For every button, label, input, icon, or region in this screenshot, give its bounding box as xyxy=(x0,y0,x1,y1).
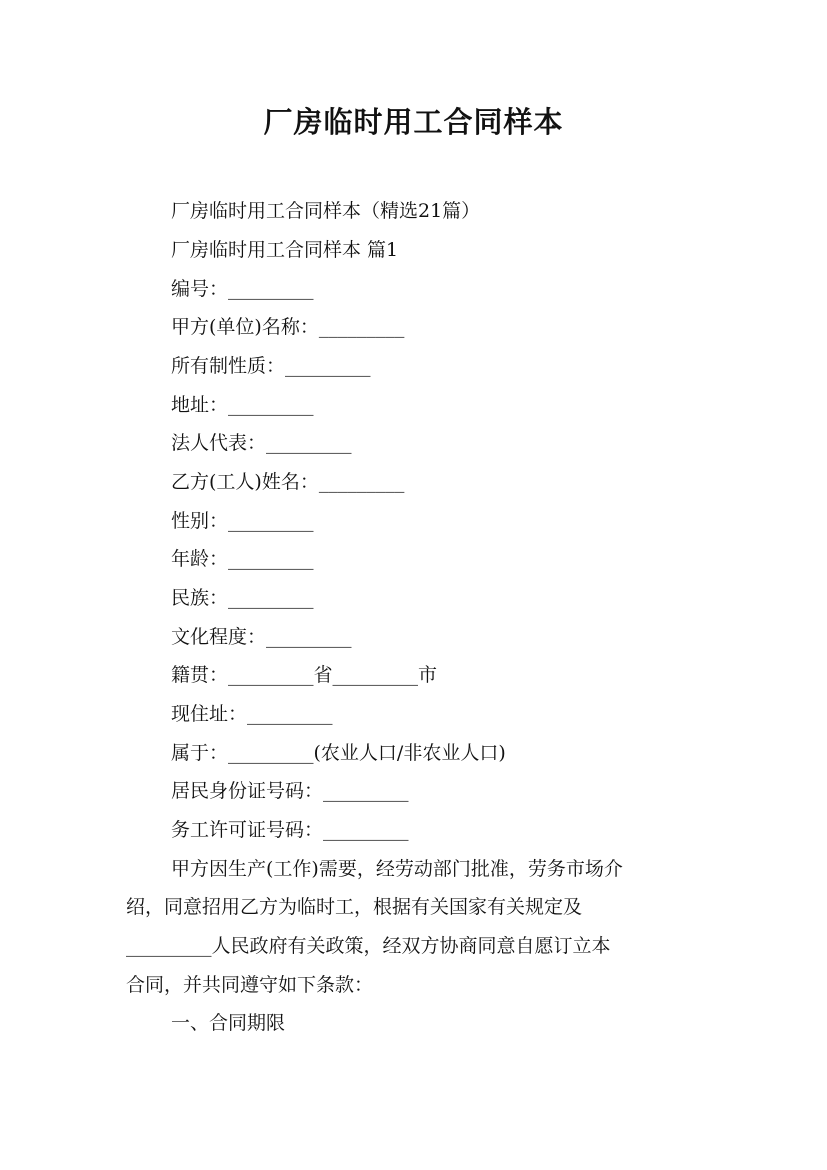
paragraph-line: _________人民政府有关政策，经双方协商同意自愿订立本 xyxy=(126,935,611,957)
field-ownership: 所有制性质：_________ xyxy=(171,355,371,377)
field-current-address: 现住址：_________ xyxy=(171,703,333,725)
field-number: 编号：_________ xyxy=(171,278,314,300)
field-legal-representative: 法人代表：_________ xyxy=(171,432,352,454)
paragraph-line: 合同，并共同遵守如下条款： xyxy=(126,974,374,996)
section-heading: 厂房临时用工合同样本 篇1 xyxy=(171,239,399,261)
field-education: 文化程度：_________ xyxy=(171,626,352,648)
field-work-permit-number: 务工许可证号码：_________ xyxy=(171,819,409,841)
field-gender: 性别：_________ xyxy=(171,510,314,532)
document-subtitle: 厂房临时用工合同样本（精选21篇） xyxy=(171,200,481,222)
field-ethnicity: 民族：_________ xyxy=(171,587,314,609)
field-native-place: 籍贯：_________省_________市 xyxy=(171,664,438,686)
paragraph-line: 绍，同意招用乙方为临时工，根据有关国家有关规定及 xyxy=(126,896,583,918)
paragraph-line: 甲方因生产(工作)需要，经劳动部门批准，劳务市场介 xyxy=(171,858,623,880)
document-title: 厂房临时用工合同样本 xyxy=(263,105,564,139)
field-party-a-name: 甲方(单位)名称：_________ xyxy=(171,316,405,338)
section-contract-term: 一、合同期限 xyxy=(171,1012,286,1034)
field-id-number: 居民身份证号码：_________ xyxy=(171,780,409,802)
field-party-b-name: 乙方(工人)姓名：_________ xyxy=(171,471,405,493)
field-age: 年龄：_________ xyxy=(171,548,314,570)
field-household-type: 属于：_________(农业人口/非农业人口) xyxy=(171,742,506,764)
field-address: 地址：_________ xyxy=(171,394,314,416)
